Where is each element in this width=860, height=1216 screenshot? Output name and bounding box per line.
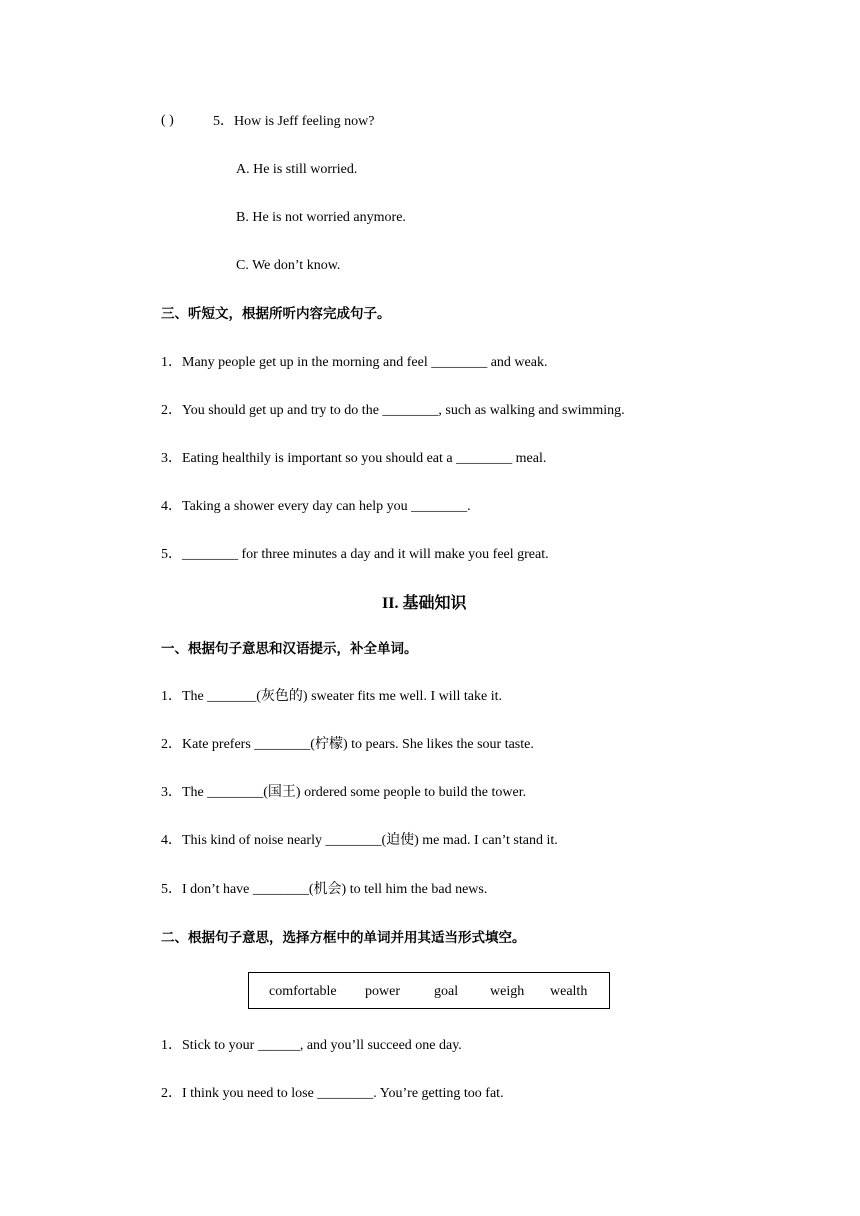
part-2-title: II. 基础知识	[382, 595, 467, 612]
sub-1-heading: 一、根据句子意思和汉语提示，补全单词。	[161, 641, 418, 657]
section-3-item-3: 3．Eating healthily is important so you should eat a ________ meal.	[161, 451, 547, 466]
word-bank-box	[248, 972, 610, 1009]
sub-1-item-4: 4．This kind of noise nearly ________(迫使) me mad. I can’t stand it.	[161, 833, 558, 848]
word-bank-word: weigh	[490, 984, 525, 999]
question-5-stem: 5．How is Jeff feeling now?	[213, 114, 375, 129]
sub-1-item-2: 2．Kate prefers ________(柠檬) to pears. She likes the sour taste.	[161, 737, 534, 752]
section-3-item-2: 2．You should get up and try to do the ________, such as walking and swimming.	[161, 403, 625, 418]
word-bank-word: wealth	[550, 984, 588, 999]
section-3-item-1: 1．Many people get up in the morning and feel ________ and weak.	[161, 355, 548, 370]
word-bank-word: goal	[434, 984, 459, 999]
sub-1-item-5: 5．I don’t have ________(机会) to tell him the bad news.	[161, 882, 488, 897]
word-bank-word: power	[365, 984, 400, 999]
sub-2-heading: 二、根据句子意思，选择方框中的单词并用其适当形式填空。	[161, 930, 526, 946]
sub-1-item-3: 3．The ________(国王) ordered some people to build the tower.	[161, 785, 527, 800]
answer-bracket: ( )	[161, 113, 174, 128]
option-b: B. He is not worried anymore.	[236, 210, 406, 225]
option-a: A. He is still worried.	[236, 162, 358, 177]
section-3-item-4: 4．Taking a shower every day can help you ________.	[161, 499, 471, 514]
section-3-item-5: 5．________ for three minutes a day and it will make you feel great.	[161, 547, 549, 562]
sub-2-item-1: 1．Stick to your ______, and you’ll succeed one day.	[161, 1038, 462, 1053]
option-c: C. We don’t know.	[236, 258, 341, 273]
sub-2-item-2: 2．I think you need to lose ________. You’re getting too fat.	[161, 1086, 504, 1101]
word-bank-word: comfortable	[269, 984, 337, 999]
sub-1-item-1: 1．The _______(灰色的) sweater fits me well. I will take it.	[161, 689, 502, 704]
section-3-heading: 三、听短文，根据所听内容完成句子。	[161, 306, 391, 322]
